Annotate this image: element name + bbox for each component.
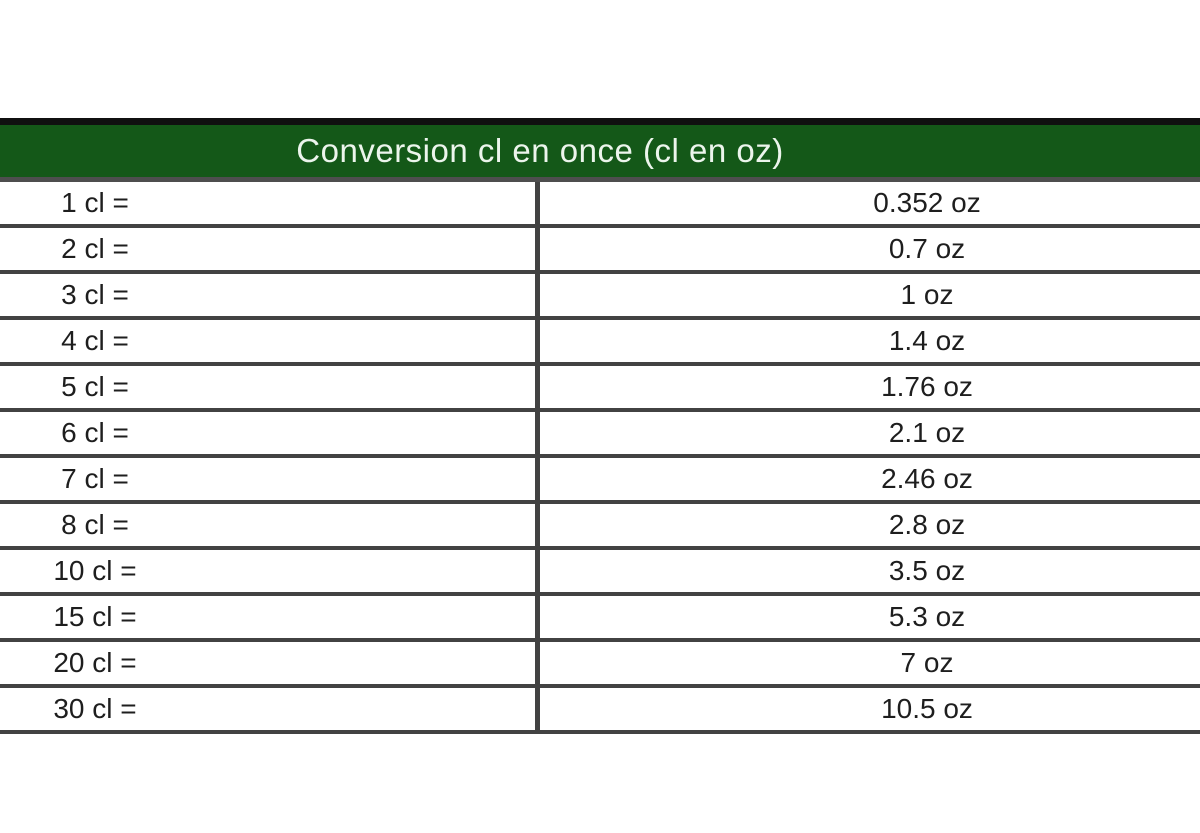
cl-cell: [0, 504, 540, 546]
cl-label: 4 cl =: [61, 325, 129, 356]
cl-cell: [0, 596, 540, 638]
cl-cell: [0, 274, 540, 316]
cl-label: 8 cl =: [61, 509, 129, 540]
cl-label: 7 cl =: [61, 463, 129, 494]
cl-cell: [0, 550, 540, 592]
table-body: [0, 182, 1200, 734]
oz-value: 7 oz: [900, 647, 954, 678]
table-row: [0, 274, 1200, 320]
table-row: [0, 412, 1200, 458]
oz-value: 1.76 oz: [881, 371, 973, 402]
table-row: [0, 182, 1200, 228]
oz-value: 1 oz: [900, 279, 954, 310]
cl-cell: [0, 688, 540, 730]
oz-value: 2.8 oz: [888, 509, 966, 540]
cl-label: 15 cl =: [53, 601, 137, 632]
oz-value: 0.352 oz: [873, 187, 981, 218]
cl-cell: [0, 182, 540, 224]
table-row: [0, 228, 1200, 274]
cl-label: 20 cl =: [53, 647, 137, 678]
table-row: [0, 596, 1200, 642]
cl-cell: [0, 320, 540, 362]
oz-value: 2.1 oz: [888, 417, 966, 448]
cl-cell: [0, 412, 540, 454]
cl-cell: [0, 458, 540, 500]
table-header: [0, 118, 1200, 182]
table-row: [0, 458, 1200, 504]
cl-label: 1 cl =: [61, 187, 129, 218]
cl-label: 2 cl =: [61, 233, 129, 264]
cl-label: 30 cl =: [53, 693, 137, 724]
cl-cell: [0, 642, 540, 684]
oz-value: 1.4 oz: [888, 325, 966, 356]
oz-value: 2.46 oz: [881, 463, 973, 494]
cl-label: 5 cl =: [61, 371, 129, 402]
oz-value: 0.7 oz: [888, 233, 966, 264]
cl-label: 3 cl =: [61, 279, 129, 310]
table-title: Conversion cl en once (cl en oz): [296, 132, 784, 169]
table-row: [0, 688, 1200, 734]
oz-value: 5.3 oz: [888, 601, 966, 632]
conversion-table: [0, 118, 1200, 734]
table-row: [0, 550, 1200, 596]
cl-label: 10 cl =: [53, 555, 137, 586]
table-row: [0, 642, 1200, 688]
oz-value: 10.5 oz: [881, 693, 973, 724]
table-row: [0, 504, 1200, 550]
cl-cell: [0, 228, 540, 270]
table-row: [0, 320, 1200, 366]
cl-label: 6 cl =: [61, 417, 129, 448]
table-row: [0, 366, 1200, 412]
cl-cell: [0, 366, 540, 408]
oz-value: 3.5 oz: [888, 555, 966, 586]
